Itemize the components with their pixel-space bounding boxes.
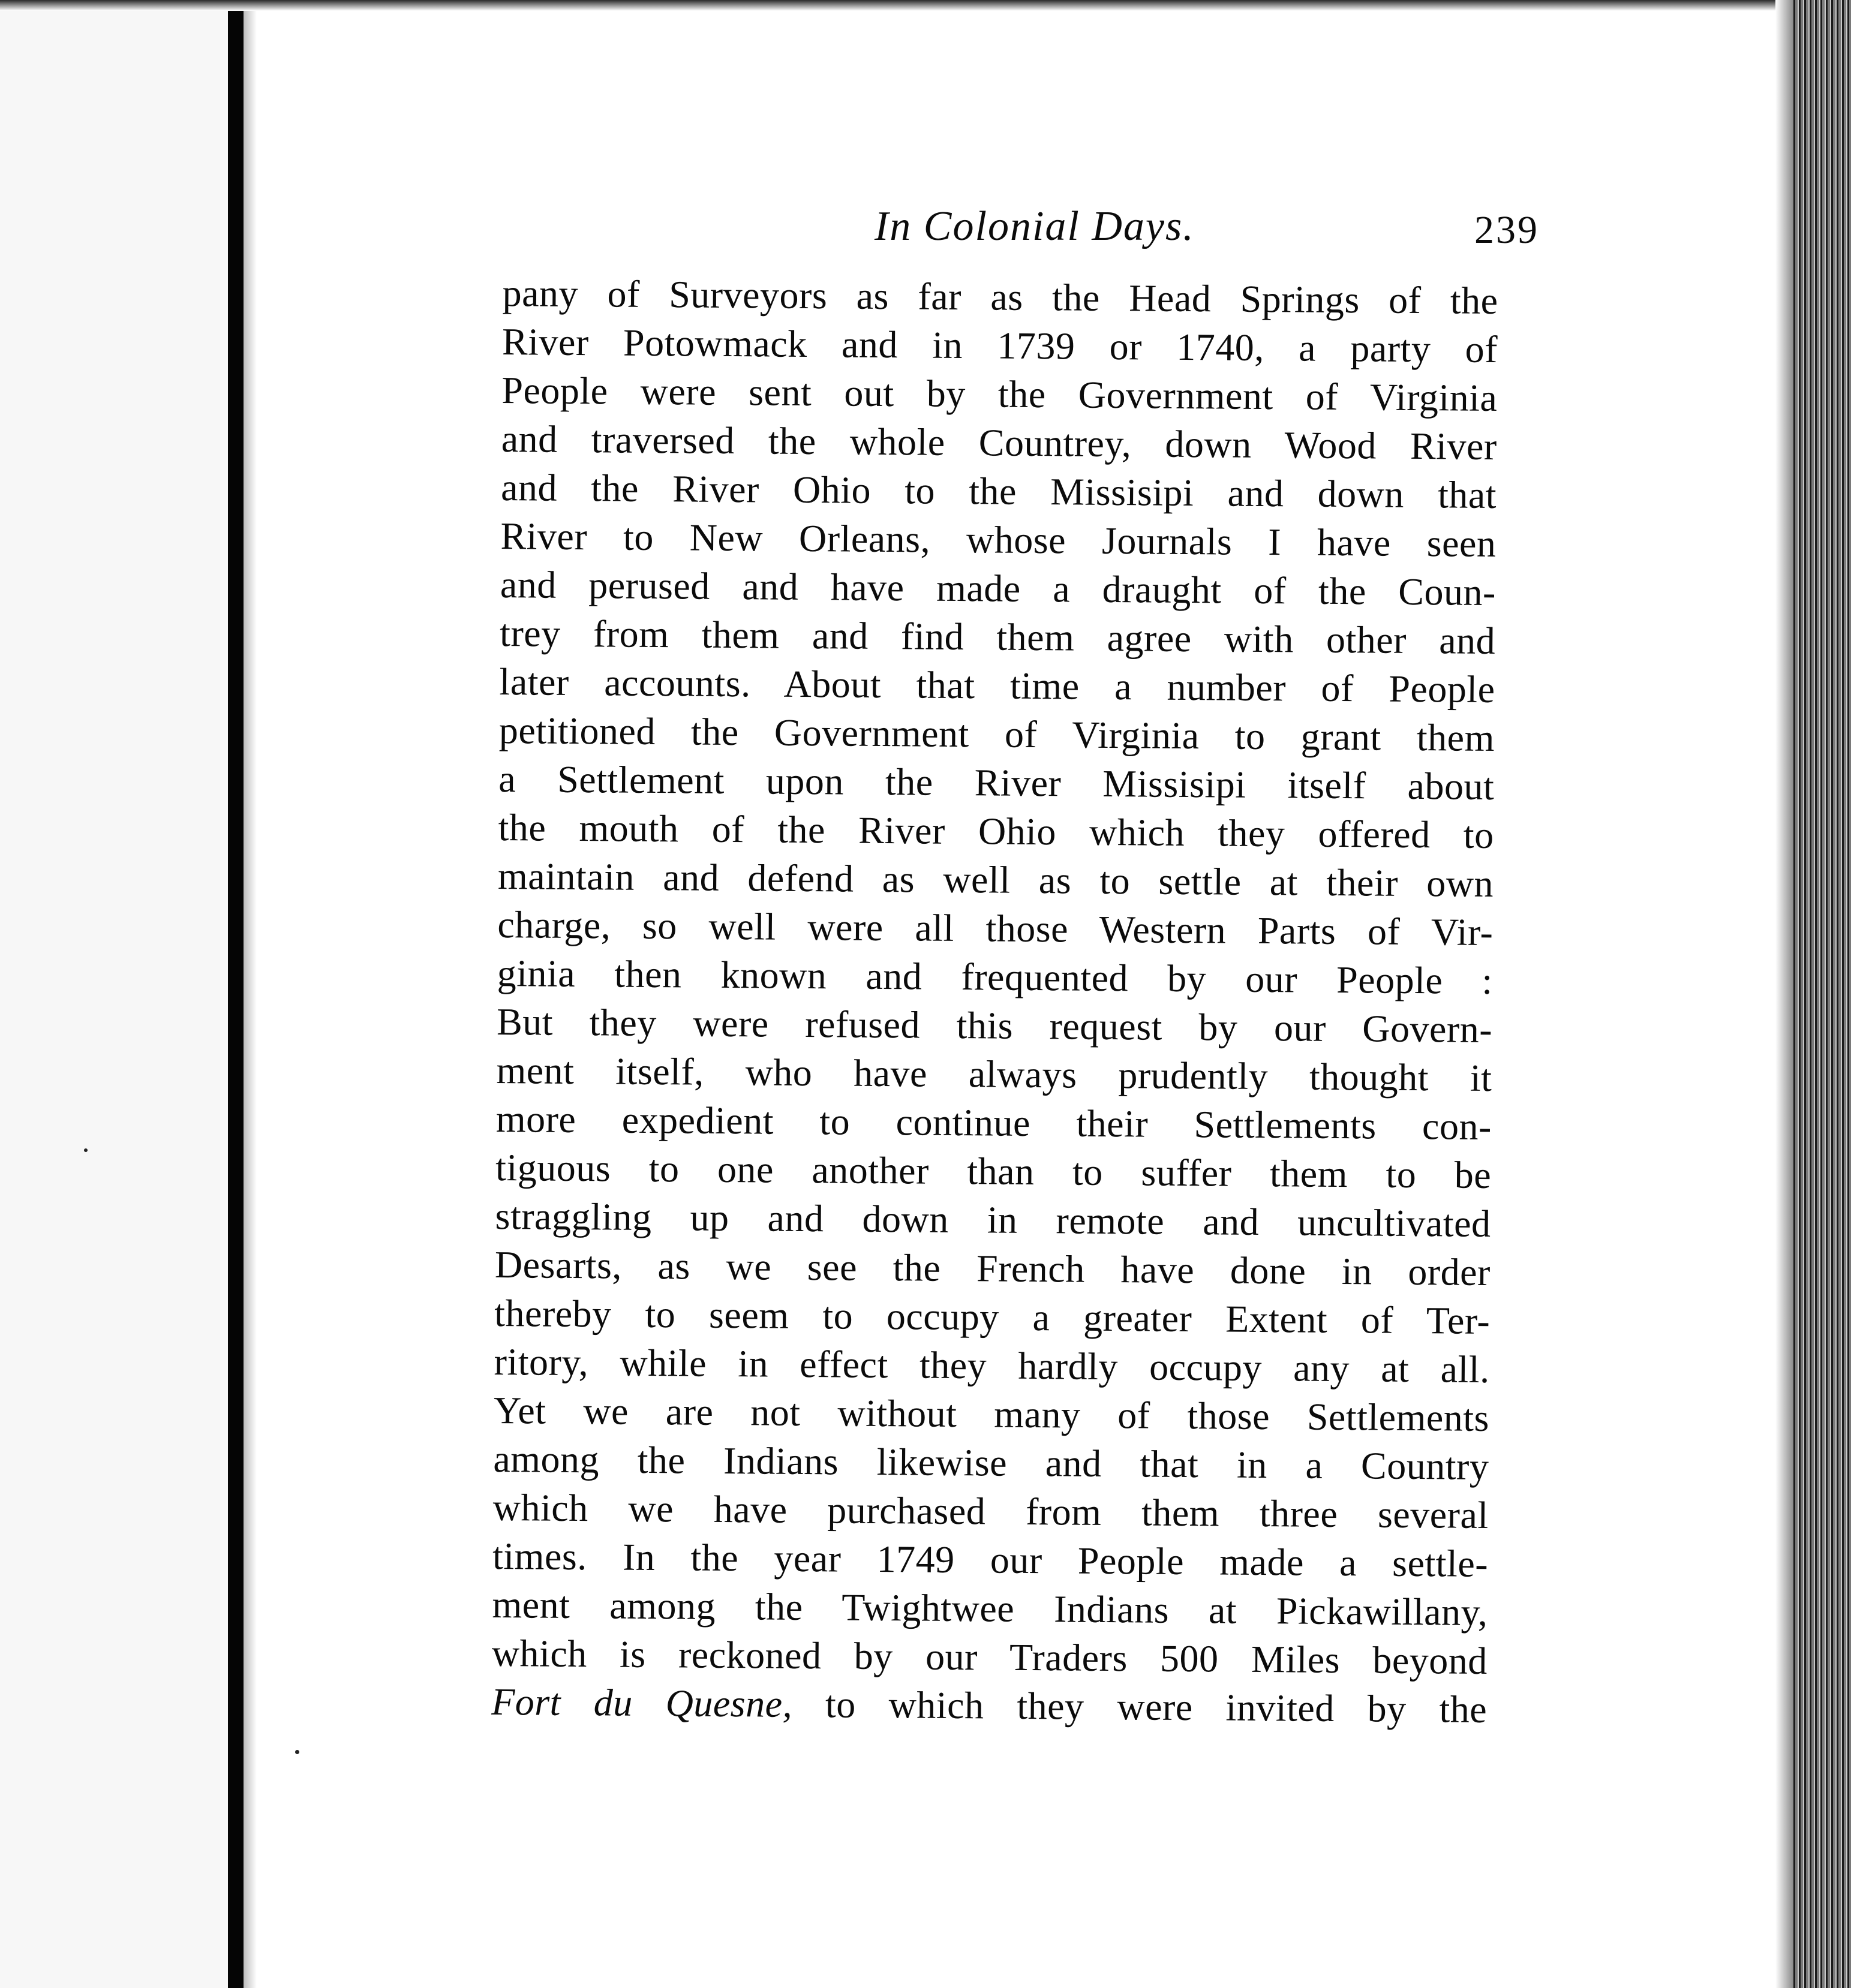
text-line: and traversed the whole Countrey, down Wood River: [501, 417, 1498, 468]
running-title: In Colonial Days.: [875, 203, 1195, 249]
book-page: [257, 11, 1775, 1988]
text-line: times. In the year 1749 our People made a settle-: [492, 1534, 1489, 1585]
text-line: thereby to seem to occupy a greater Extent of Ter-: [494, 1291, 1491, 1342]
text-line: and the River Ohio to the Missisipi and down that: [500, 465, 1497, 517]
text-line-rest: to which they were invited by the: [825, 1683, 1488, 1731]
text-line: which we have purchased from them three several: [492, 1485, 1489, 1536]
gutter-shadow: [244, 0, 257, 1988]
page-number: 239: [1474, 208, 1539, 252]
text-line: later accounts. About that time a number of People: [499, 660, 1495, 711]
left-facing-page: [0, 0, 228, 1988]
text-line: tiguous to one another than to suffer them to be: [495, 1145, 1492, 1196]
text-line: pany of Surveyors as far as the Head Springs of the: [502, 271, 1498, 323]
text-line: straggling up and down in remote and uncultivated: [495, 1194, 1491, 1245]
text-line: charge, so well were all those Western Parts of Vir-: [497, 903, 1494, 954]
italic-place-name: Fort du Quesne,: [491, 1680, 793, 1725]
text-line: ment among the Twightwee Indians at Pickawillany,: [492, 1583, 1488, 1634]
book-gutter: [228, 0, 244, 1988]
text-line-last: [491, 1677, 1488, 1734]
running-head: [875, 191, 1774, 263]
text-line: petitioned the Government of Virginia to grant them: [498, 708, 1495, 760]
page-speck: [84, 1148, 88, 1152]
text-line: Yet we are not without many of those Settlements: [493, 1388, 1490, 1439]
text-line: more expedient to continue their Settlements con-: [495, 1097, 1492, 1148]
text-line: River to New Orleans, whose Journals I have seen: [500, 514, 1497, 566]
text-line: the mouth of the River Ohio which they offered to: [498, 805, 1494, 857]
text-line: Desarts, as we see the French have done in order: [494, 1243, 1491, 1294]
text-line: River Potowmack and in 1739 or 1740, a party of: [501, 320, 1498, 371]
top-page-edge: [0, 0, 1851, 11]
text-line: ginia then known and frequented by our People :: [497, 951, 1494, 1003]
body-text: [491, 269, 1498, 1734]
text-line: and perused and have made a draught of the Coun-: [500, 563, 1497, 614]
text-line: ment itself, who have always prudently thought it: [496, 1048, 1492, 1099]
text-line: ritory, while in effect they hardly occupy any at all.: [494, 1340, 1490, 1391]
text-line: People were sent out by the Government of Virginia: [501, 368, 1498, 420]
stacked-page-edges: [1793, 0, 1851, 1988]
text-line: among the Indians likewise and that in a Country: [493, 1437, 1489, 1488]
text-line: But they were refused this request by our Govern-: [496, 1000, 1493, 1051]
page-edge-shadow: [1775, 0, 1793, 1988]
text-line: trey from them and find them agree with other and: [499, 611, 1496, 663]
text-line: a Settlement upon the River Missisipi itself about: [498, 757, 1495, 808]
text-line: maintain and defend as well as to settle at their own: [497, 854, 1494, 906]
text-line: which is reckoned by our Traders 500 Miles beyond: [491, 1631, 1488, 1682]
